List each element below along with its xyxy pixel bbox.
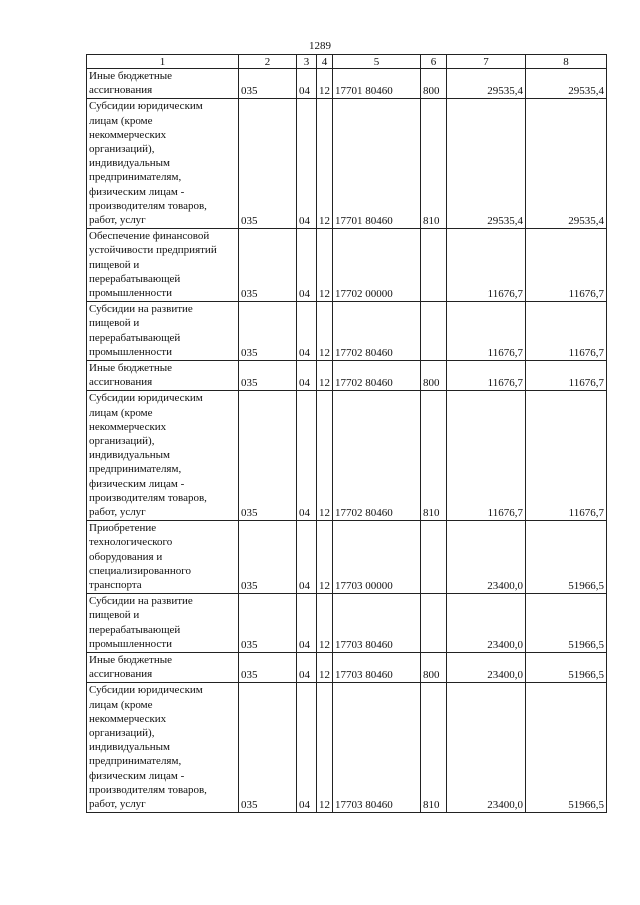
- row-type-cell: [421, 229, 447, 302]
- row-section-cell: 04: [297, 302, 317, 361]
- row-subsection-cell: 12: [317, 652, 333, 682]
- row-target-cell: 17703 80460: [333, 683, 421, 813]
- row-name-cell: Субсидии на развитие пищевой и перерабатывающей промышленности: [87, 302, 239, 361]
- row-name-cell: Иные бюджетные ассигнования: [87, 69, 239, 99]
- row-type-cell: 800: [421, 69, 447, 99]
- row-subsection-cell: 12: [317, 229, 333, 302]
- row-target-cell: 17703 80460: [333, 652, 421, 682]
- row-target-cell: 17702 00000: [333, 229, 421, 302]
- row-amount-cell: 11676,7: [526, 391, 607, 521]
- header-cell: 4: [317, 55, 333, 69]
- row-target-cell: 17702 80460: [333, 360, 421, 390]
- row-amount-cell: 11676,7: [447, 229, 526, 302]
- row-subsection-cell: 12: [317, 69, 333, 99]
- row-amount-cell: 23400,0: [447, 683, 526, 813]
- row-name-cell: Приобретение технологического оборудования и специализированного транспорта: [87, 521, 239, 594]
- row-section-cell: 04: [297, 652, 317, 682]
- row-section-cell: 04: [297, 360, 317, 390]
- row-subsection-cell: 12: [317, 594, 333, 653]
- row-type-cell: 810: [421, 99, 447, 229]
- row-type-cell: 810: [421, 391, 447, 521]
- row-section-cell: 04: [297, 69, 317, 99]
- row-target-cell: 17702 80460: [333, 302, 421, 361]
- row-amount-cell: 29535,4: [447, 99, 526, 229]
- row-amount-cell: 51966,5: [526, 594, 607, 653]
- header-cell: 5: [333, 55, 421, 69]
- row-target-cell: 17701 80460: [333, 99, 421, 229]
- row-name-cell: Субсидии юридическим лицам (кроме некоммерческих организаций), индивидуальным предпринимателям, физическим лицам - производителям товаров, работ, услуг: [87, 99, 239, 229]
- table-row: [87, 229, 607, 302]
- row-name-cell: Субсидии на развитие пищевой и перерабатывающей промышленности: [87, 594, 239, 653]
- row-amount-cell: 51966,5: [526, 652, 607, 682]
- header-cell: 3: [297, 55, 317, 69]
- row-code-cell: 035: [239, 302, 297, 361]
- row-amount-cell: 11676,7: [526, 302, 607, 361]
- row-code-cell: 035: [239, 391, 297, 521]
- row-amount-cell: 23400,0: [447, 521, 526, 594]
- table-row: [87, 683, 607, 813]
- row-type-cell: [421, 302, 447, 361]
- row-type-cell: [421, 594, 447, 653]
- table-row: [87, 69, 607, 99]
- row-code-cell: 035: [239, 229, 297, 302]
- header-row: [87, 55, 607, 69]
- table-row: [87, 302, 607, 361]
- header-cell: 2: [239, 55, 297, 69]
- row-subsection-cell: 12: [317, 683, 333, 813]
- row-target-cell: 17702 80460: [333, 391, 421, 521]
- header-cell: 6: [421, 55, 447, 69]
- row-type-cell: 800: [421, 652, 447, 682]
- row-type-cell: 800: [421, 360, 447, 390]
- header-cell: 8: [526, 55, 607, 69]
- row-target-cell: 17701 80460: [333, 69, 421, 99]
- table-row: [87, 521, 607, 594]
- page-number: 1289: [309, 40, 331, 52]
- row-name-cell: Иные бюджетные ассигнования: [87, 652, 239, 682]
- header-cell: 7: [447, 55, 526, 69]
- row-section-cell: 04: [297, 391, 317, 521]
- row-code-cell: 035: [239, 683, 297, 813]
- row-section-cell: 04: [297, 683, 317, 813]
- row-amount-cell: 29535,4: [526, 69, 607, 99]
- row-code-cell: 035: [239, 652, 297, 682]
- row-amount-cell: 23400,0: [447, 652, 526, 682]
- row-amount-cell: 51966,5: [526, 683, 607, 813]
- row-type-cell: [421, 521, 447, 594]
- row-amount-cell: 51966,5: [526, 521, 607, 594]
- row-subsection-cell: 12: [317, 302, 333, 361]
- row-subsection-cell: 12: [317, 521, 333, 594]
- row-subsection-cell: 12: [317, 360, 333, 390]
- row-name-cell: Обеспечение финансовой устойчивости предприятий пищевой и перерабатывающей промышленности: [87, 229, 239, 302]
- row-target-cell: 17703 00000: [333, 521, 421, 594]
- row-name-cell: Субсидии юридическим лицам (кроме некоммерческих организаций), индивидуальным предпринимателям, физическим лицам - производителям товаров, работ, услуг: [87, 683, 239, 813]
- header-cell: 1: [87, 55, 239, 69]
- row-section-cell: 04: [297, 99, 317, 229]
- row-amount-cell: 23400,0: [447, 594, 526, 653]
- table-row: [87, 594, 607, 653]
- row-amount-cell: 11676,7: [526, 229, 607, 302]
- row-target-cell: 17703 80460: [333, 594, 421, 653]
- row-code-cell: 035: [239, 69, 297, 99]
- row-section-cell: 04: [297, 229, 317, 302]
- row-type-cell: 810: [421, 683, 447, 813]
- row-amount-cell: 11676,7: [447, 360, 526, 390]
- row-subsection-cell: 12: [317, 99, 333, 229]
- row-amount-cell: 11676,7: [447, 391, 526, 521]
- row-name-cell: Иные бюджетные ассигнования: [87, 360, 239, 390]
- budget-table: [86, 54, 607, 813]
- row-amount-cell: 11676,7: [447, 302, 526, 361]
- row-amount-cell: 11676,7: [526, 360, 607, 390]
- row-code-cell: 035: [239, 594, 297, 653]
- table-row: [87, 391, 607, 521]
- row-code-cell: 035: [239, 521, 297, 594]
- table-row: [87, 360, 607, 390]
- row-section-cell: 04: [297, 521, 317, 594]
- row-code-cell: 035: [239, 360, 297, 390]
- row-amount-cell: 29535,4: [526, 99, 607, 229]
- table-row: [87, 652, 607, 682]
- row-name-cell: Субсидии юридическим лицам (кроме некоммерческих организаций), индивидуальным предпринимателям, физическим лицам - производителям товаров, работ, услуг: [87, 391, 239, 521]
- row-subsection-cell: 12: [317, 391, 333, 521]
- row-section-cell: 04: [297, 594, 317, 653]
- table-row: [87, 99, 607, 229]
- row-amount-cell: 29535,4: [447, 69, 526, 99]
- row-code-cell: 035: [239, 99, 297, 229]
